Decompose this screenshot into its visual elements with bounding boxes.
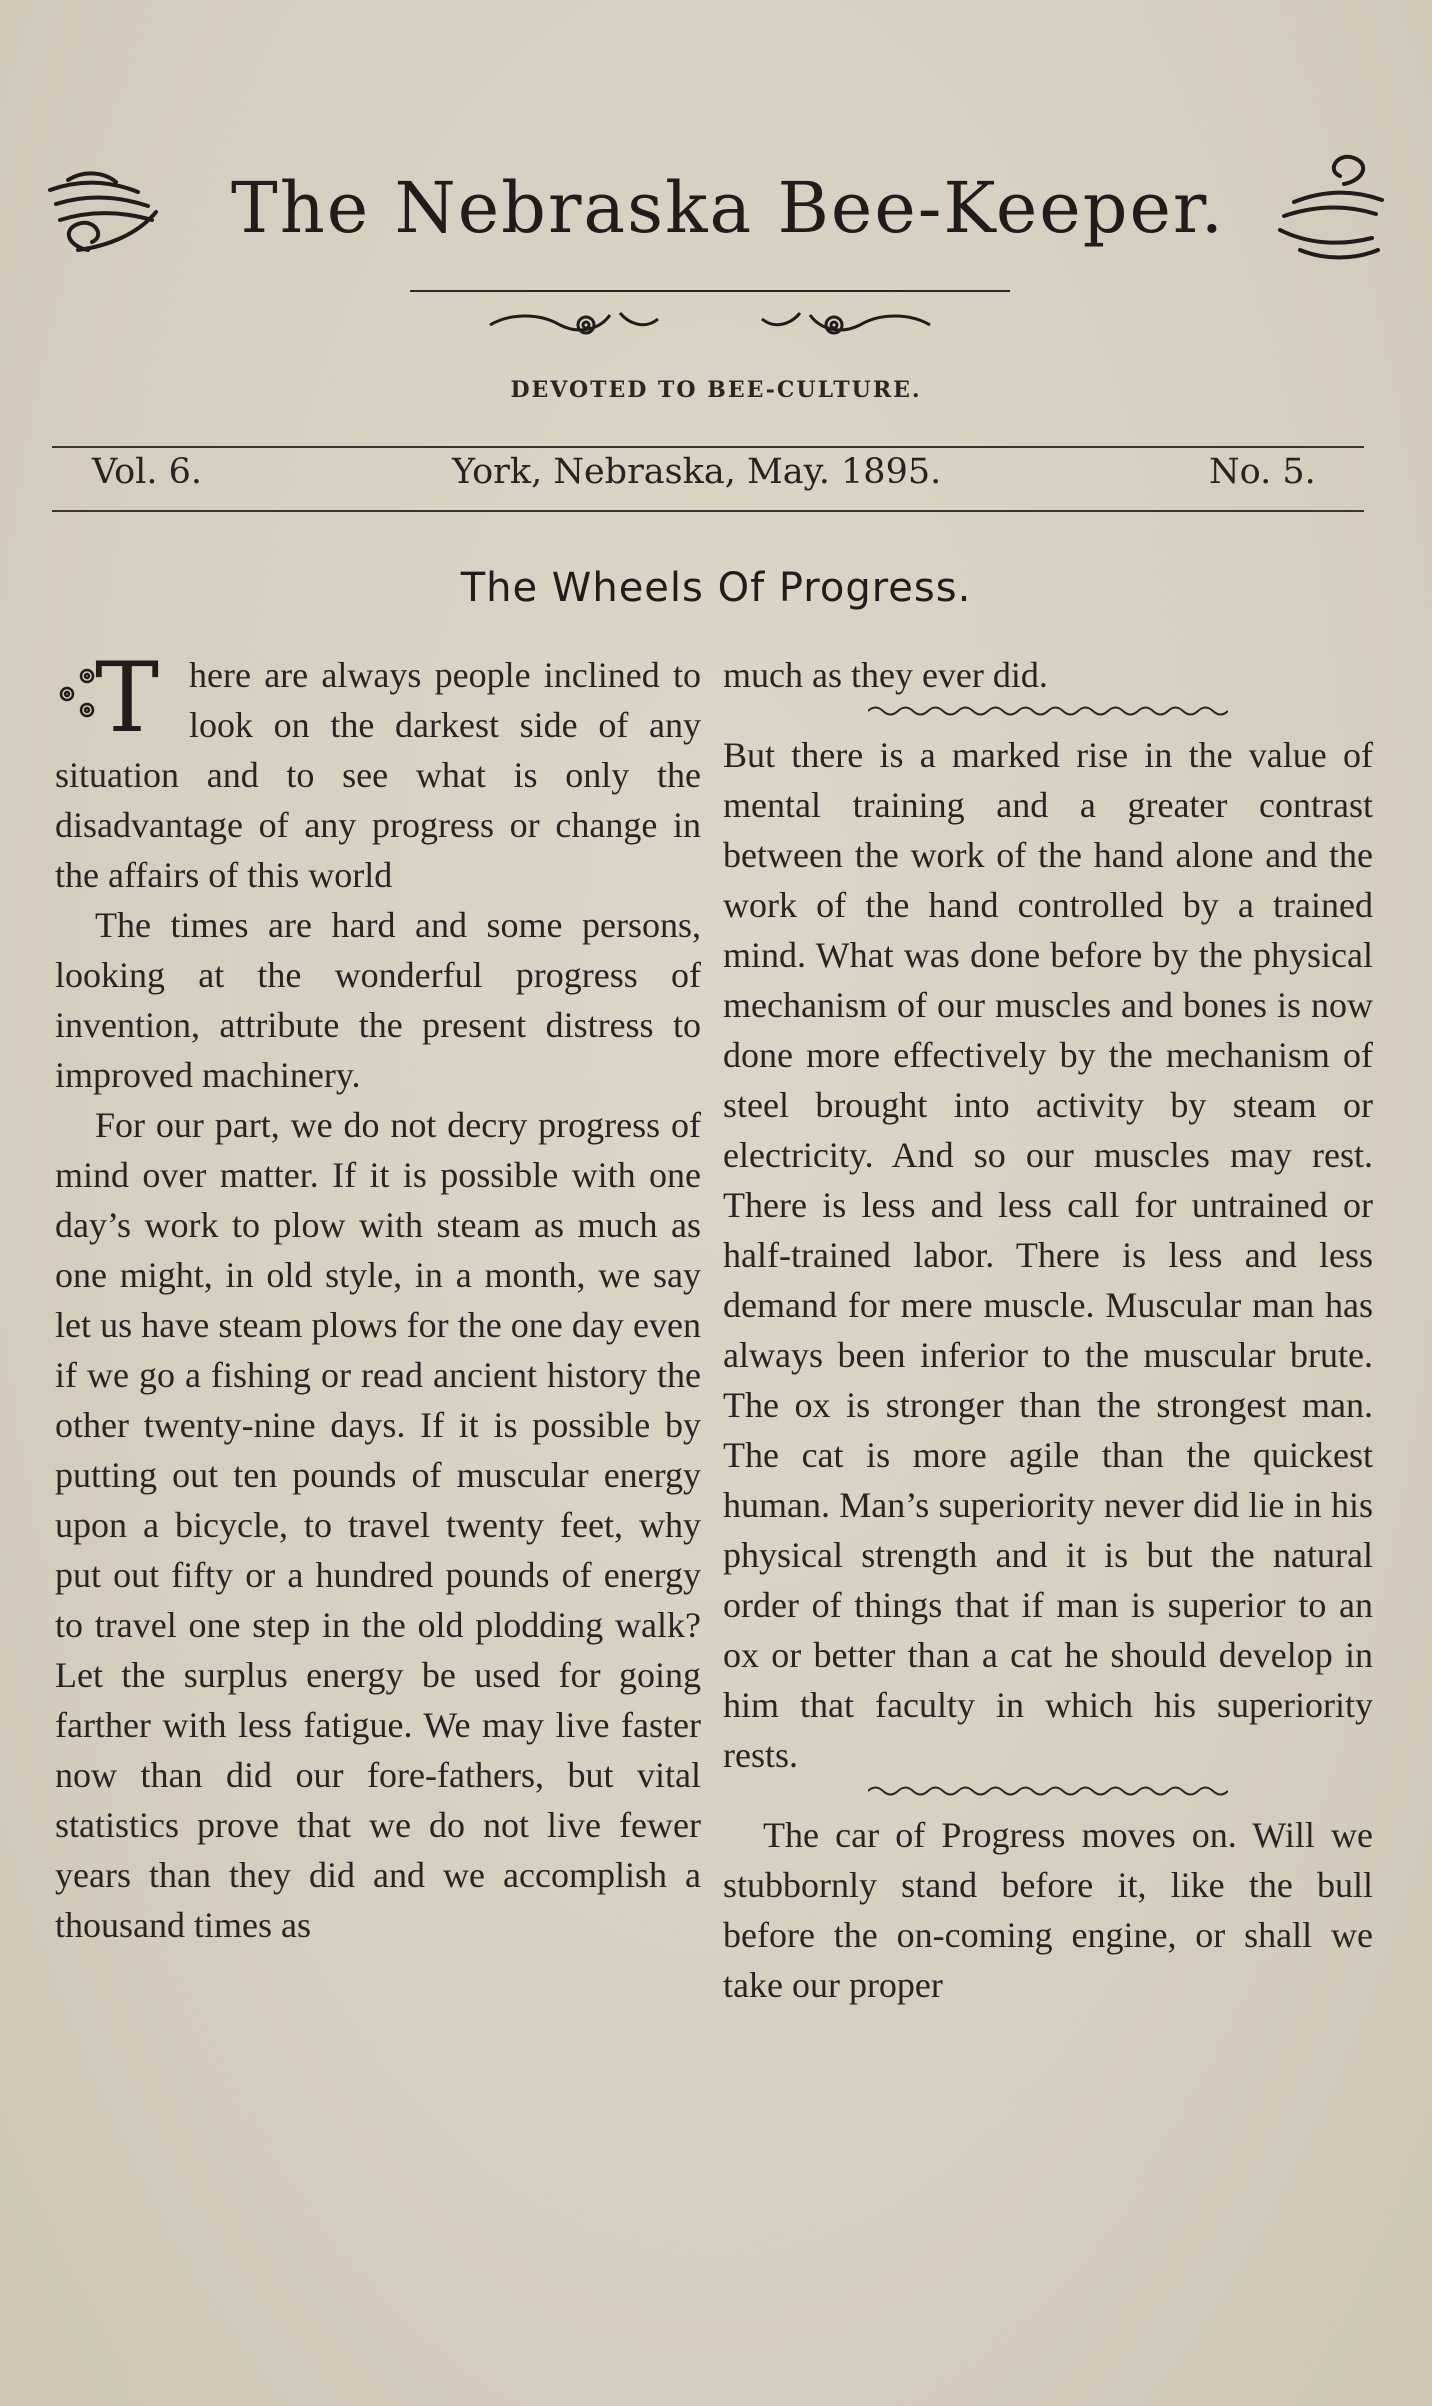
wavy-divider-icon — [868, 1784, 1228, 1798]
masthead — [48, 150, 1384, 270]
bottom-divider — [52, 510, 1364, 512]
article-title: The Wheels Of Progress. — [460, 565, 972, 611]
paragraph-4: But there is a marked rise in the value of mental training and a greater contrast between the work of the hand alone and the work of the hand controlled by a trained mind. What was done before by the physical mechanism of our muscles and bones is now done more effectively by the mechanism of steel brought into activity by steam or electricity. And so our muscles may rest. There is less and less call for untrained or half-trained labor. There is less and less demand for mere muscle. Muscular man has always been inferior to the muscular brute. The ox is stronger than the strongest man. The cat is more agile than the quickest human. Man’s superiority never did lie in his physical strength and it is but the natural order of things that if man is superior to an ox or better than a cat he should develop in him that faculty in which his superiority rests. — [723, 735, 1373, 1775]
paragraph-2: The times are hard and some persons, looking at the wonderful progress of invention, attribute the present distress to improved machinery. — [55, 905, 701, 1095]
issue-info-bar — [52, 450, 1364, 500]
paragraph-5: The car of Progress moves on. Will we stubbornly stand before it, like the bull before the on-coming engine, or shall we take our proper — [723, 1815, 1373, 2005]
ornamental-rule-icon — [410, 285, 1010, 345]
drop-cap — [55, 642, 185, 754]
volume-label: Vol. 6. — [92, 452, 202, 492]
paragraph-continued: much as they ever did. — [723, 655, 1048, 695]
drop-cap-ornament-icon — [55, 664, 99, 724]
paragraph-3: For our part, we do not decry progress of mind over matter. If it is possible with one day’s work to plow with steam as much as one might, in old style, in a month, we say let us have steam plows for the one day even if we go a fishing or read ancient history the other twenty-nine days. If it is possible by putting out ten pounds of muscular energy upon a bicycle, to travel twenty feet, why put out fifty or a hundred pounds of energy to travel one step in the old plodding walk? Let the surplus energy be used for going farther with less fatigue. We may live faster now than did our fore-fathers, but vital statistics prove that we do not live fewer years than they did and we accomplish a thousand times as — [55, 1105, 701, 1945]
paragraph-1-text: here are always people inclined to look on the darkest side of any situation and to see what is only the disadvantage of any progress or change in the affairs of this world — [55, 655, 701, 895]
place-date-label: York, Nebraska, May. 1895. — [452, 452, 942, 492]
tagline: DEVOTED TO BEE-CULTURE. — [510, 377, 922, 403]
wavy-divider-icon — [868, 704, 1228, 718]
drop-cap-letter: T — [95, 642, 160, 754]
right-column — [723, 650, 1373, 2010]
top-divider — [52, 446, 1364, 448]
masthead-title: The Nebraska Bee-Keeper. — [231, 167, 1225, 249]
left-column — [55, 642, 701, 1950]
paragraph-1 — [55, 642, 701, 900]
issue-number-label: No. 5. — [1209, 452, 1316, 492]
